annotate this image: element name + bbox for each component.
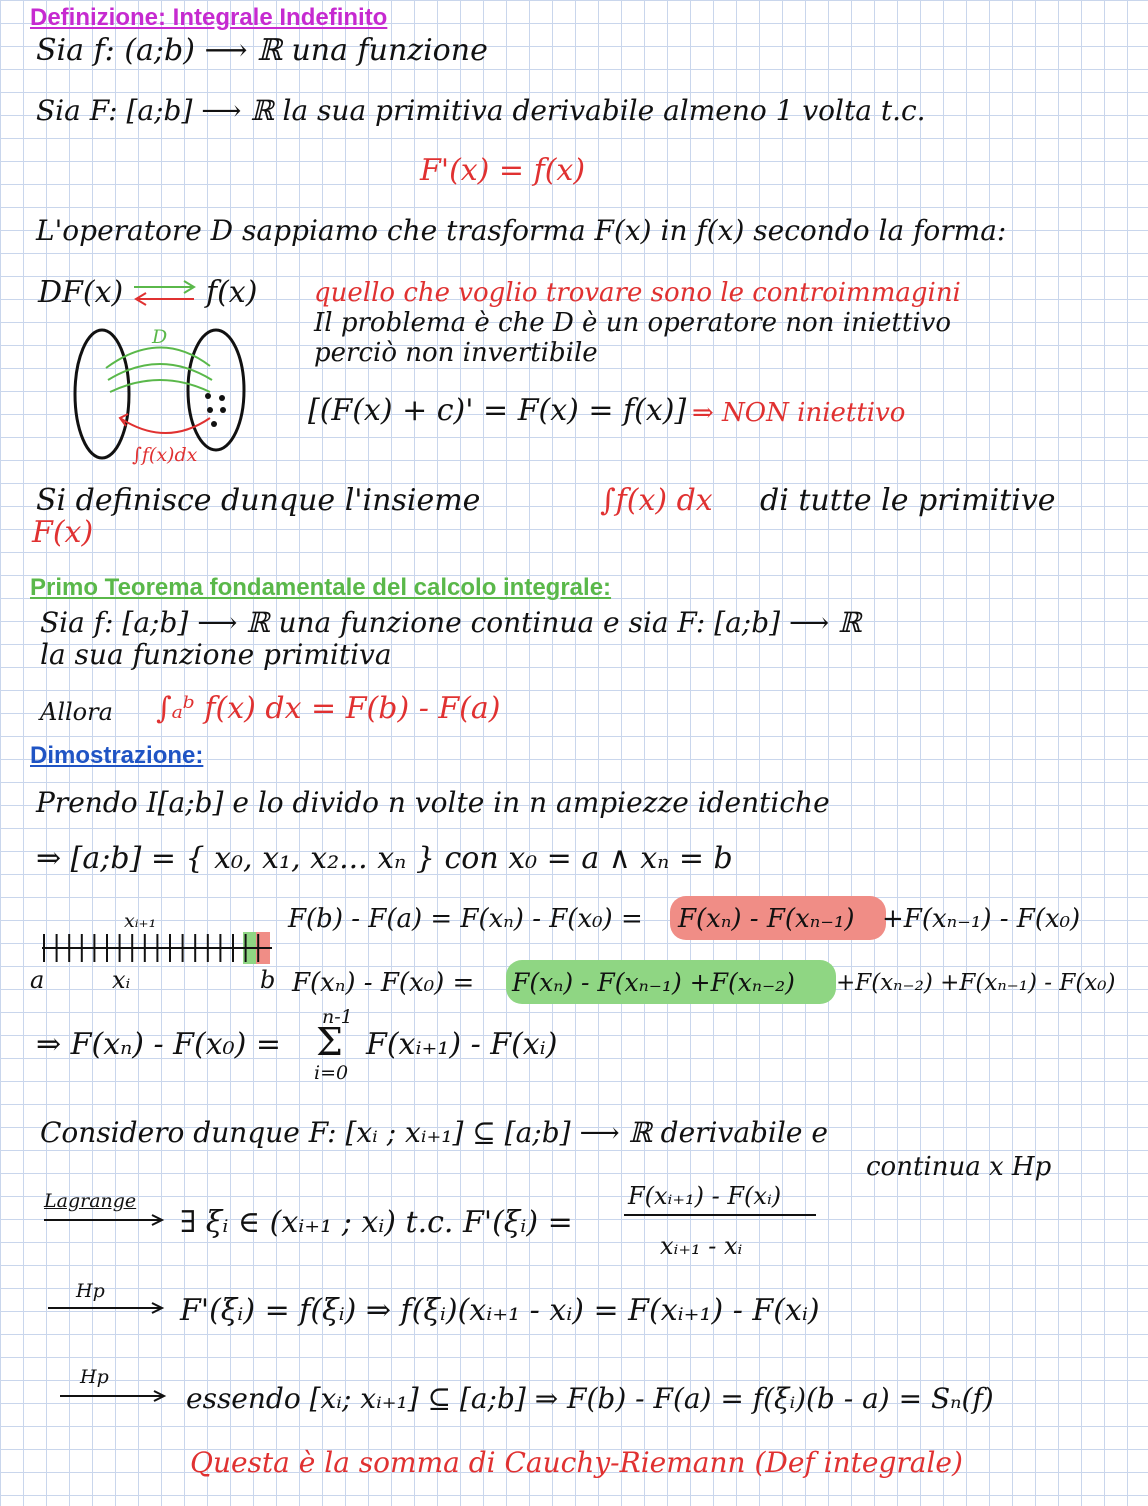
diagram-bottom-label: ∫f(x)dx [132,444,198,466]
fraction-bar [624,1214,816,1216]
axis-top-label: xᵢ₊₁ [124,910,157,932]
bracket-formula: [(F(x) + c)' = F(x) = f(x)] [308,393,687,428]
theorem-line-2: la sua funzione primitiva [40,638,392,671]
allora-label: Allora [40,698,113,726]
definition-formula: F'(x) = f(x) [420,153,586,188]
definition-line-3: L'operatore D sappiamo che trasforma F(x) in f(x) secondo la forma: [36,214,1007,247]
arrow-lagrange-icon [42,1212,166,1226]
axis-b-label: b [260,966,276,994]
axis-a-label: a [30,966,45,994]
consider-line-b: continua x Hp [866,1152,1052,1182]
eq1-right: +F(xₙ₋₁) - F(x₀) [882,904,1081,934]
eq2-highlighted: F(xₙ) - F(xₙ₋₁) +F(xₙ₋₂) [512,968,795,997]
fx-label: f(x) [206,275,258,310]
heading-theorem: Primo Teorema fondamentale del calcolo integrale: [30,574,612,601]
arrow-hp1-icon [46,1300,166,1314]
eq2-left: F(xₙ) - F(x₀) = [292,968,475,998]
define-Fx: F(x) [32,515,94,550]
codomain-ellipse [188,330,244,450]
eq1-left: F(b) - F(a) = F(xₙ) - F(x₀) = [288,904,643,934]
heading-proof: Dimostrazione: [30,742,204,769]
sum-lhs: ⇒ F(xₙ) - F(x₀) = [36,1027,282,1062]
note-line-2: Il problema è che D è un operatore non iniettivo [314,308,951,338]
consider-line-a: Considero dunque F: [xᵢ ; xᵢ₊₁] ⊆ [a;b] ⟶ ℝ derivabile e [40,1116,828,1149]
lagrange-label: Lagrange [44,1190,137,1212]
definition-line-1: Sia f: (a;b) ⟶ ℝ una funzione [36,33,488,68]
eq2-right: +F(xₙ₋₂) +F(xₙ₋₁) - F(x₀) [836,970,1116,996]
fraction-denominator: xᵢ₊₁ - xᵢ [660,1232,743,1260]
note-line-3: perciò non invertibile [314,338,598,368]
partition-axis [40,928,280,968]
final-note: Questa è la somma di Cauchy-Riemann (Def integrale) [190,1446,963,1479]
hp2-equation: essendo [xᵢ; xᵢ₊₁] ⊆ [a;b] ⇒ F(b) - F(a) = f(ξᵢ)(b - a) = Sₙ(f) [186,1382,994,1415]
non-iniettivo-label: ⇒ NON iniettivo [692,398,906,428]
sum-rhs: F(xᵢ₊₁) - F(xᵢ) [366,1027,558,1062]
definition-line-2: Sia F: [a;b] ⟶ ℝ la sua primitiva derivabile almeno 1 volta t.c. [36,94,926,127]
proof-line-1: Prendo I[a;b] e lo divido n volte in n ampiezze identiche [36,786,830,819]
proof-line-2: ⇒ [a;b] = { x₀, x₁, x₂... xₙ } con x₀ = a ∧ xₙ = b [36,841,733,876]
heading-definition: Definizione: Integrale Indefinito [30,4,388,31]
diagram-top-label: D [152,326,168,348]
eq1-highlighted: F(xₙ) - F(xₙ₋₁) [678,904,855,934]
note-red: quello che voglio trovare sono le controimmagini [314,278,961,308]
define-line-a: Si definisce dunque l'insieme [36,483,481,518]
hp1-equation: F'(ξᵢ) = f(ξᵢ) ⇒ f(ξᵢ)(xᵢ₊₁ - xᵢ) = F(xᵢ₊₁) - F(xᵢ) [180,1293,820,1328]
theorem-formula: ∫ₐᵇ f(x) dx = F(b) - F(a) [156,691,501,726]
df-label: DF(x) [38,275,124,310]
arrow-hp2-icon [58,1388,168,1402]
domain-ellipse [75,330,129,458]
sum-top: n-1 [322,1006,353,1028]
hp1-label: Hp [76,1280,105,1302]
fraction-numerator: F(xᵢ₊₁) - F(xᵢ) [628,1182,782,1210]
double-arrow-icon [130,278,200,308]
define-integral: ∫f(x) dx [600,483,713,518]
axis-xi-label: xᵢ [112,966,131,994]
theorem-line-1: Sia f: [a;b] ⟶ ℝ una funzione continua e sia F: [a;b] ⟶ ℝ [40,606,862,639]
sum-symbol: Σ [316,1020,343,1064]
define-line-b: di tutte le primitive [760,483,1056,518]
hp2-label: Hp [80,1366,109,1388]
sum-bottom: i=0 [314,1062,349,1084]
lagrange-equation: ∃ ξᵢ ∈ (xᵢ₊₁ ; xᵢ) t.c. F'(ξᵢ) = [180,1205,573,1240]
